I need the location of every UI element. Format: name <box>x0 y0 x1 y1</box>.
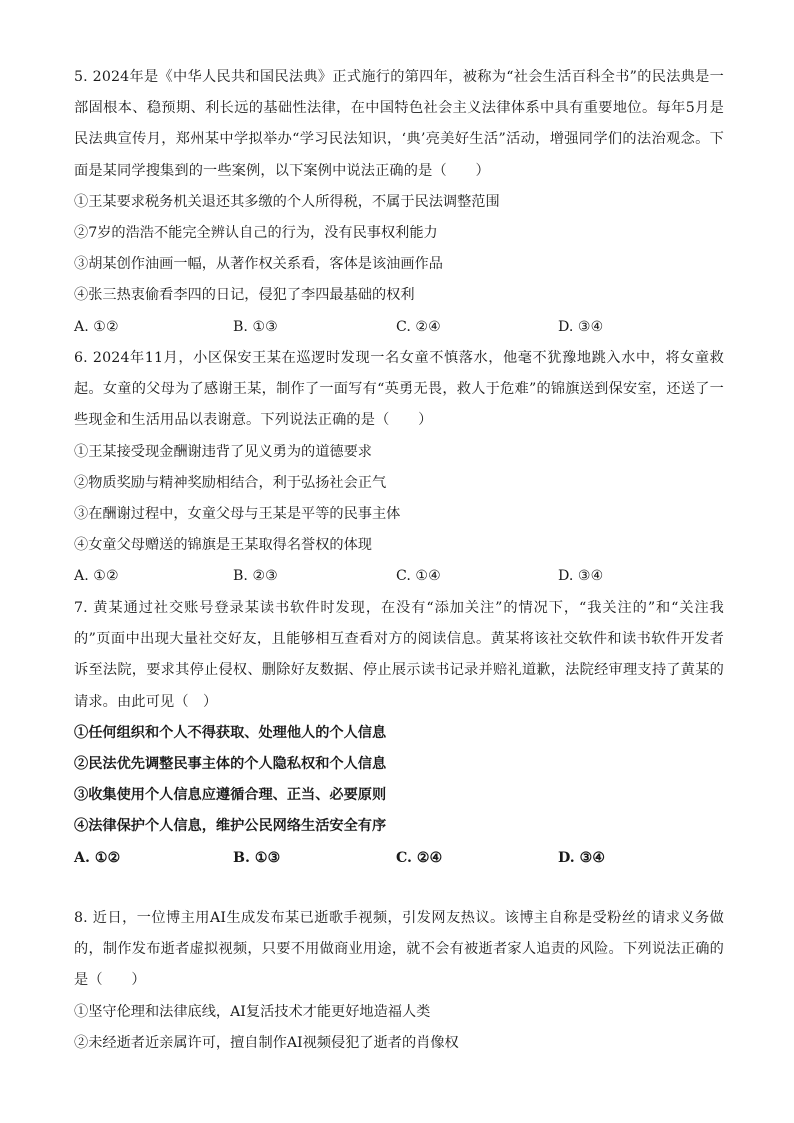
choice-b[interactable]: B. ①③ <box>233 849 281 866</box>
choice-a[interactable]: A. ①② <box>74 849 121 866</box>
answer-choices <box>74 561 724 592</box>
statement-option: ②物质奖励与精神奖励相结合，利于弘扬社会正气 <box>74 474 387 491</box>
choice-b[interactable]: B. ①③ <box>233 318 278 335</box>
statement-option: ①坚守伦理和法律底线，AI复活技术才能更好地造福人类 <box>74 1003 431 1020</box>
question-stem: 6. 2024年11月，小区保安王某在巡逻时发现一名女童不慎落水，他毫不犹豫地跳入水中，将女童救起。女童的父母为了感谢王某，制作了一面写有“英勇无畏，救人于危难”的锦旗送到保安室，还送了一些现金和生活用品以表谢意。下列说法正确的是（ ） <box>74 350 724 429</box>
choice-d[interactable]: D. ③④ <box>558 568 604 585</box>
statement-option: ③胡某创作油画一幅，从著作权关系看，客体是该油画作品 <box>74 256 443 273</box>
statement-option: ②民法优先调整民事主体的个人隐私权和个人信息 <box>74 756 387 773</box>
question-8 <box>74 903 724 1059</box>
question-stem: 8. 近日，一位博主用AI生成发布某已逝歌手视频，引发网友热议。该博主自称是受粉丝的请求义务做的，制作发布逝者虚拟视频，只要不用做商业用途，就不会有被逝者家人追责的风险。下列说法正确的是（ ） <box>74 910 724 989</box>
question-5 <box>74 62 724 343</box>
choice-d[interactable]: D. ③④ <box>558 318 604 335</box>
choice-b[interactable]: B. ②③ <box>233 568 278 585</box>
statement-option: ③收集使用个人信息应遵循合理、正当、必要原则 <box>74 787 387 804</box>
statement-option: ③在酬谢过程中，女童父母与王某是平等的民事主体 <box>74 506 401 523</box>
answer-choices <box>74 312 724 343</box>
statement-option: ④张三热衷偷看李四的日记，侵犯了李四最基础的权利 <box>74 287 415 304</box>
statement-option: ④女童父母赠送的锦旗是王某取得名誉权的体现 <box>74 537 372 554</box>
statement-option: ②未经逝者近亲属许可，擅自制作AI视频侵犯了逝者的肖像权 <box>74 1034 459 1051</box>
choice-c[interactable]: C. ②④ <box>396 318 441 335</box>
choice-c[interactable]: C. ②④ <box>396 849 443 866</box>
question-7 <box>74 593 724 874</box>
choice-a[interactable]: A. ①② <box>74 318 119 335</box>
question-stem: 5. 2024年是《中华人民共和国民法典》正式施行的第四年，被称为“社会生活百科全书”的民法典是一部固根本、稳预期、利长远的基础性法律，在中国特色社会主义法律体系中具有重要地位。每年5月是民法典宣传月，郑州某中学拟举办“学习民法知识，‘典’亮美好生活”活动，增强同学们的法治观念。下面是某同学搜集到的一些案例，以下案例中说法正确的是（ ） <box>74 69 724 179</box>
statement-option: ④法律保护个人信息，维护公民网络生活安全有序 <box>74 818 387 835</box>
question-6 <box>74 343 724 593</box>
statement-option: ①王某要求税务机关退还其多缴的个人所得税，不属于民法调整范围 <box>74 193 500 210</box>
choice-c[interactable]: C. ①④ <box>396 568 441 585</box>
choice-d[interactable]: D. ③④ <box>558 849 606 866</box>
question-stem: 7. 黄某通过社交账号登录某读书软件时发现，在没有“添加关注”的情况下，“我关注的”和“关注我的”页面中出现大量社交好友，且能够相互查看对方的阅读信息。黄某将该社交软件和读书软件开发者诉至法院，要求其停止侵权、删除好友数据、停止展示读书记录并赔礼道歉，法院经审理支持了黄某的请求。由此可见（ ） <box>74 600 724 710</box>
statement-option: ②7岁的浩浩不能完全辨认自己的行为，没有民事权利能力 <box>74 225 438 242</box>
statement-option: ①任何组织和个人不得获取、处理他人的个人信息 <box>74 724 387 741</box>
answer-choices <box>74 843 724 874</box>
choice-a[interactable]: A. ①② <box>74 568 119 585</box>
statement-option: ①王某接受现金酬谢违背了见义勇为的道德要求 <box>74 443 372 460</box>
